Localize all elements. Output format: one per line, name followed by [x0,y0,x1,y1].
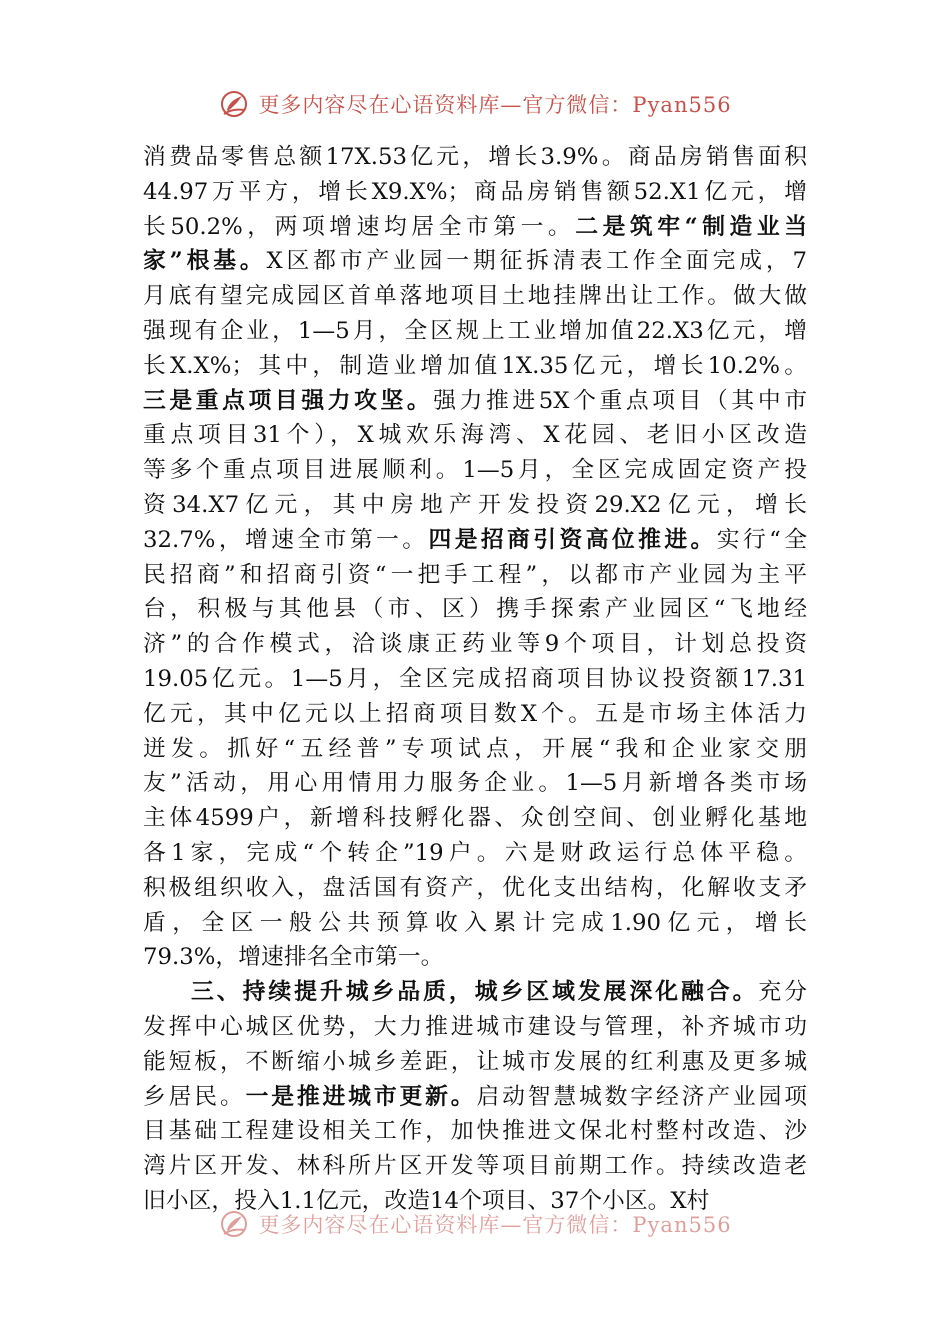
text-segment: 资34.X7亿元，其中房地产开发投资29.X2亿元，增长 [143,491,807,518]
text-segment: 湾片区开发、林科所片区开发等项目前期工作。持续改造老 [143,1153,807,1180]
bold-text: 三、持续提升城乡品质，城乡区域发展深化融合。 [191,979,759,1006]
text-segment: 长X.X%；其中，制造业增加值1X.35亿元，增长10.2%。 [143,352,807,379]
text-segment: 盾，全区一般公共预算收入累计完成1.90亿元，增长 [143,909,807,936]
bold-text: 二是筑牢“制造业当 [575,213,807,240]
text-line [143,384,807,419]
text-segment: 32.7%，增速全市第一。 [143,526,429,553]
text-line [143,662,807,697]
text-segment: 能短板，不断缩小城乡差距，让城市发展的红利惠及更多城 [143,1048,807,1075]
text-line [143,140,807,175]
text-line [143,175,807,210]
watermark-footer [0,1207,950,1241]
bold-text: 一是推进城市更新。 [245,1083,477,1110]
text-segment: 强力推进5X个重点项目（其中市 [433,387,808,414]
text-segment: 充分 [758,979,808,1006]
text-line [143,558,807,593]
text-segment: 实行“全 [716,526,808,553]
text-segment: 各1家，完成“个转企”19户。六是财政运行总体平稳。 [143,839,807,866]
body-text [143,140,807,1219]
bold-text: 三是重点项目强力攻坚。 [143,387,434,414]
text-line [143,1045,807,1080]
text-segment: 济”的合作模式，洽谈康正药业等9个项目，计划总投资 [143,631,807,658]
text-line [143,906,807,941]
text-segment: 积极组织收入，盘活国有资产，优化支出结构，化解收支矛 [143,874,807,901]
text-line [143,697,807,732]
text-line [143,1080,807,1115]
text-line [143,975,807,1010]
bold-text: 四是招商引资高位推进。 [428,526,717,553]
text-segment: 旧小区，投入1.1亿元，改造14个项目、37个小区。X村 [143,1187,710,1214]
logo-icon [218,88,250,120]
watermark-text: 更多内容尽在心语资料库—官方微信：Pyan556 [258,93,732,117]
text-line [143,732,807,767]
text-line [143,314,807,349]
text-segment: 44.97万平方，增长X9.X%；商品房销售额52.X1亿元，增 [143,178,807,205]
text-segment: 发挥中心城区优势，大力推进城市建设与管理，补齐城市功 [143,1013,807,1040]
text-segment: 重点项目31个），X城欢乐海湾、X花园、老旧小区改造 [143,422,807,449]
text-line [143,523,807,558]
text-line [143,210,807,245]
text-line [143,627,807,662]
text-segment: 友”活动，用心用情用力服务企业。1—5月新增各类市场 [143,770,807,797]
text-segment: 启动智慧城数字经济产业园项 [476,1083,808,1110]
text-segment: 民招商”和招商引资“一把手工程”，以都市产业园为主平 [143,561,807,588]
text-line [143,349,807,384]
watermark-text: 更多内容尽在心语资料库—官方微信：Pyan556 [258,1213,732,1237]
text-line [143,418,807,453]
text-segment: 台，积极与其他县（市、区）携手探索产业园区“飞地经 [143,596,807,623]
text-segment: 等多个重点项目进展顺利。1—5月，全区完成固定资产投 [143,457,807,484]
text-segment: 长50.2%，两项增速均居全市第一。 [143,213,576,240]
text-line [143,940,807,975]
text-segment: 19.05亿元。1—5月，全区完成招商项目协议投资额17.31 [143,665,807,692]
text-segment: 月底有望完成园区首单落地项目土地挂牌出让工作。做大做 [143,283,807,310]
text-segment: 79.3%，增速排名全市第一。 [143,944,444,971]
text-line [143,801,807,836]
bold-text: 家”根基。 [143,248,267,275]
text-line [143,453,807,488]
text-segment: 目基础工程建设相关工作，加快推进文保北村整村改造、沙 [143,1118,807,1145]
text-segment: 亿元，其中亿元以上招商项目数X个。五是市场主体活力 [143,700,807,727]
text-line [143,488,807,523]
text-segment: X区都市产业园一期征拆清表工作全面完成，7 [266,248,807,275]
text-line [143,766,807,801]
text-line [143,1010,807,1045]
text-line [143,1114,807,1149]
text-segment: 消费品零售总额17X.53亿元，增长3.9%。商品房销售面积 [143,144,807,170]
text-line [143,871,807,906]
text-segment: 强现有企业，1—5月，全区规上工业增加值22.X3亿元，增 [143,317,807,344]
text-line [143,1149,807,1184]
text-line [143,244,807,279]
logo-icon [218,1208,250,1240]
text-segment: 主体4599户，新增科技孵化器、众创空间、创业孵化基地 [143,805,807,832]
text-line [143,279,807,314]
text-line [143,836,807,871]
text-segment: 迸发。抓好“五经普”专项试点，开展“我和企业家交朋 [143,735,807,762]
text-segment: 乡居民。 [143,1083,246,1110]
text-line [143,592,807,627]
watermark-header [0,84,950,124]
